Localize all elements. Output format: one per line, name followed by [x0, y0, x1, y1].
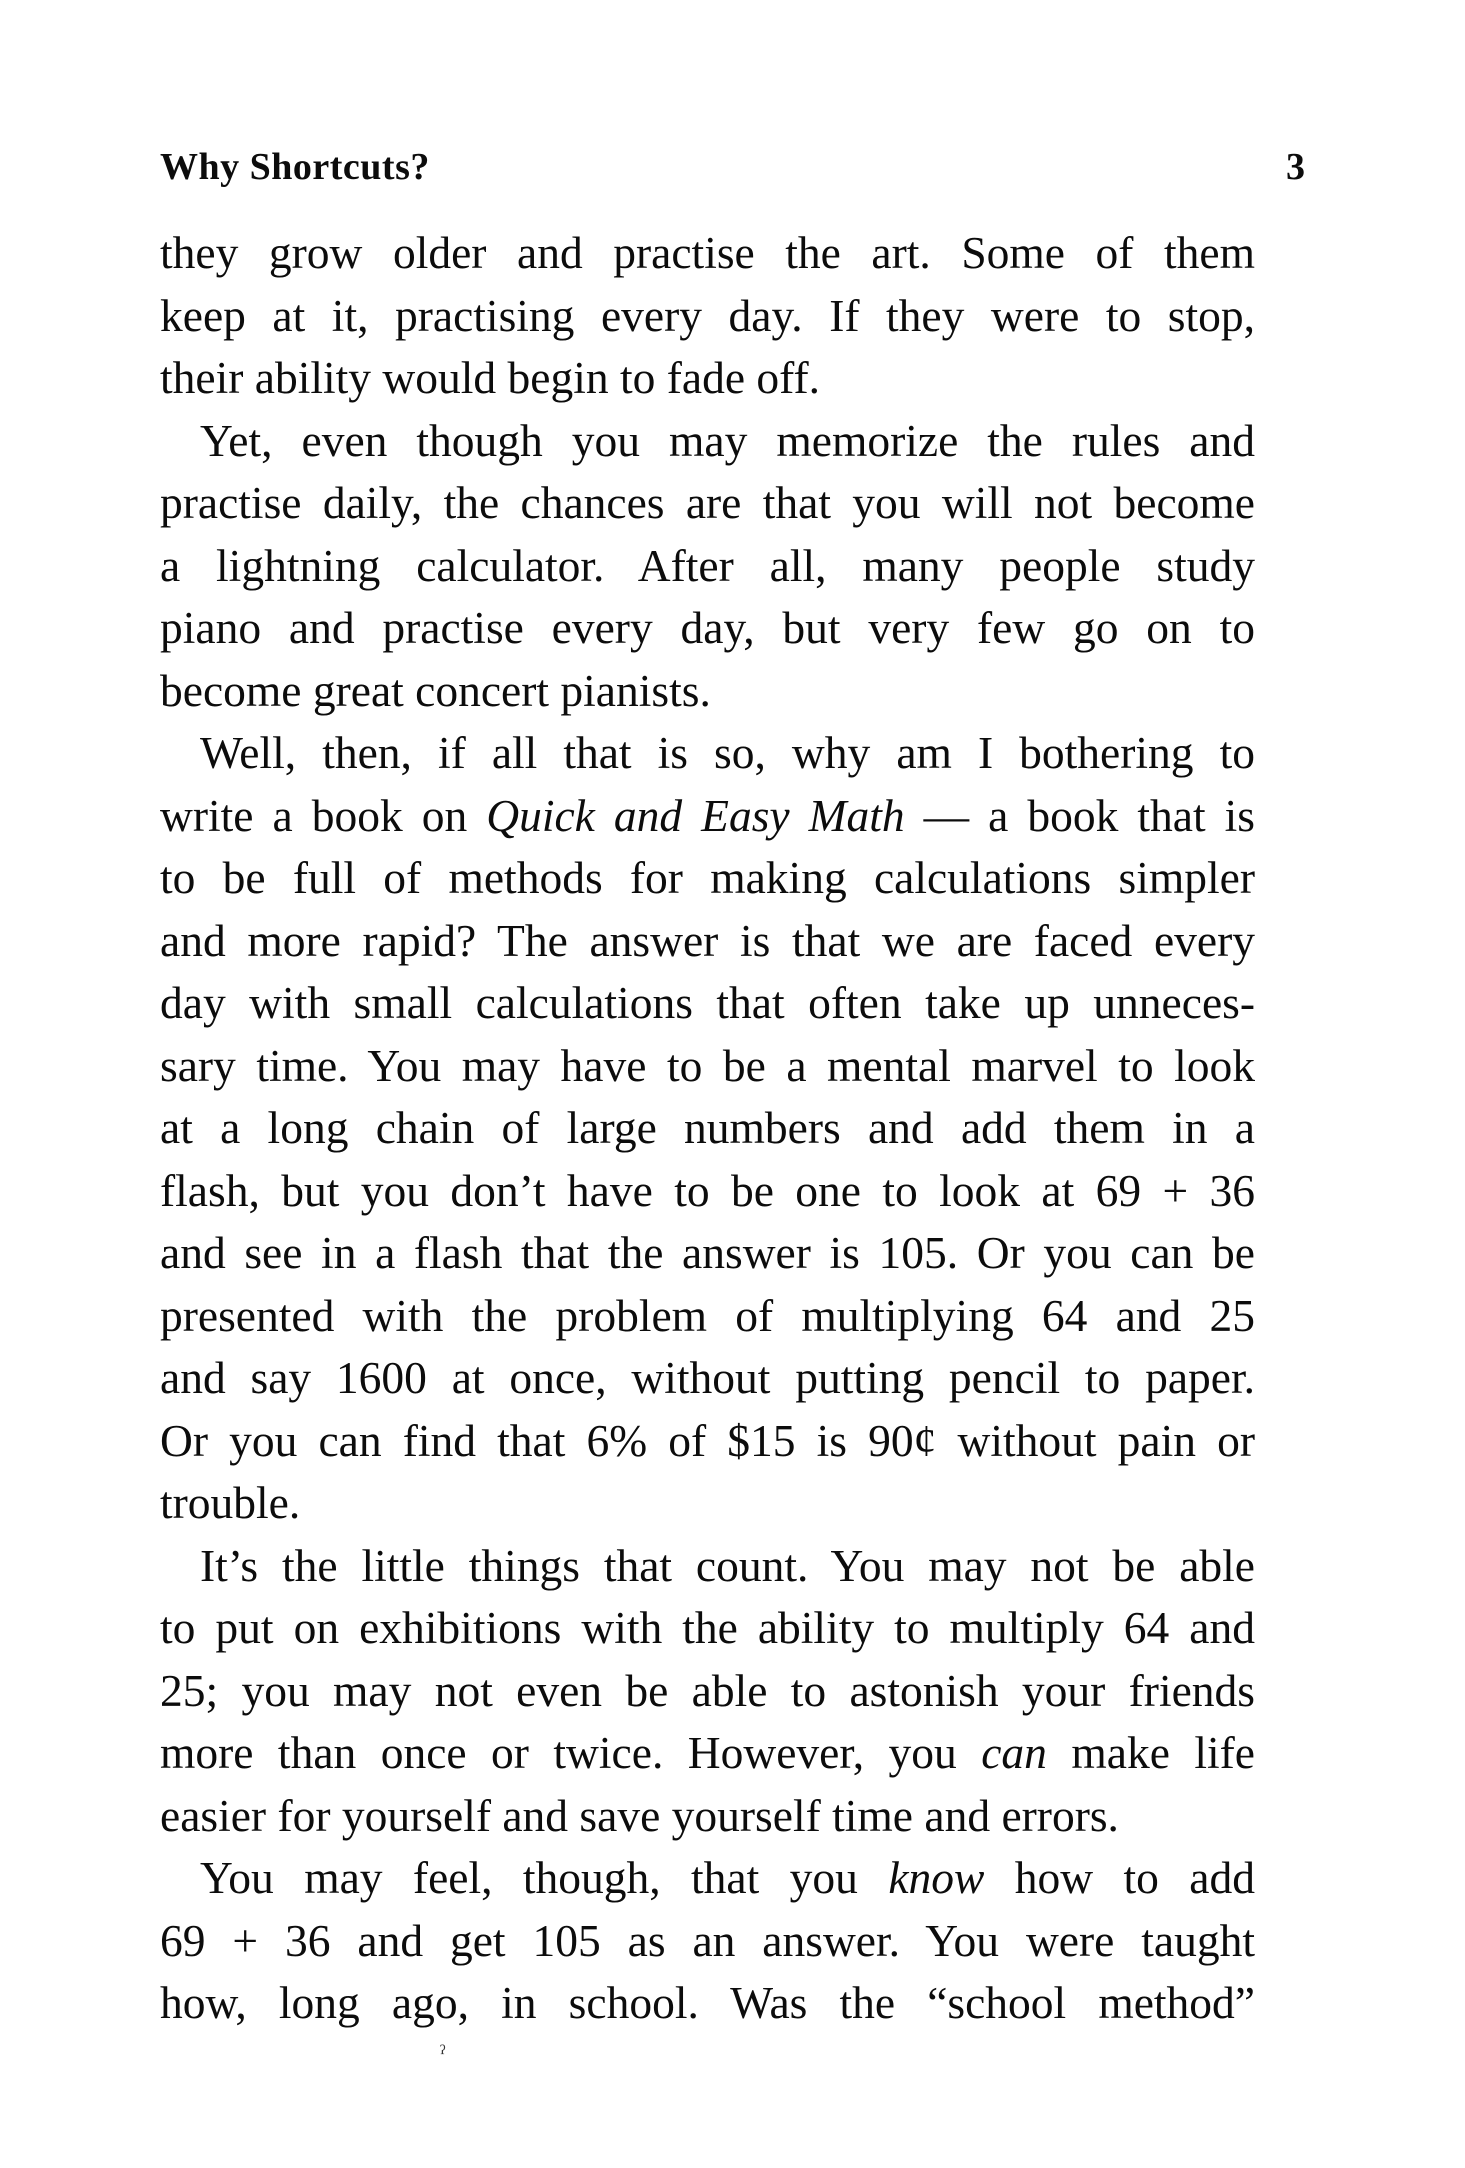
text-line: sary time. You may have to be a mental marvel to look — [160, 1039, 1255, 1091]
book-title: Quick and Easy Math — [486, 789, 905, 841]
page-header — [160, 145, 1305, 195]
text-line: keep at it, practising every day. If they were to stop, — [160, 289, 1255, 341]
text-line: at a long chain of large numbers and add them in a — [160, 1102, 1255, 1153]
text-line: and say 1600 at once, without putting pencil to paper. — [160, 1352, 1255, 1403]
text-run: how to add — [984, 1852, 1255, 1903]
text-line: Well, then, if all that is so, why am I bothering to — [200, 727, 1255, 778]
paragraph-5 — [160, 1847, 1255, 2035]
text-line — [160, 1847, 1255, 1910]
text-line: how, long ago, in school. Was the “school method” — [160, 1977, 1255, 2028]
text-line: It’s the little things that count. You may not be able — [200, 1539, 1255, 1591]
text-line: 69 + 36 and get 105 as an answer. You were taught — [160, 1914, 1255, 1966]
text-line: Yet, even though you may memorize the rules and — [200, 414, 1255, 466]
body-text — [160, 222, 1255, 2035]
text-line: presented with the problem of multiplying 64 and 25 — [160, 1289, 1255, 1341]
paragraph-3 — [160, 722, 1255, 1535]
text-line: to be full of methods for making calculations simpler — [160, 852, 1255, 903]
text-run: write a book on — [160, 789, 487, 841]
text-line: to put on exhibitions with the ability to multiply 64 and — [160, 1602, 1255, 1653]
emphasis: can — [981, 1727, 1047, 1778]
text-line: and more rapid? The answer is that we are faced every — [160, 914, 1255, 966]
text-run: make life — [1046, 1727, 1255, 1778]
text-line: become great concert pianists. — [160, 664, 711, 716]
text-run: You may feel, though, that you — [200, 1852, 889, 1903]
text-line: day with small calculations that often take up unneces- — [160, 977, 1255, 1028]
text-line: their ability would begin to fade off. — [160, 352, 821, 403]
text-line: piano and practise every day, but very few go on to — [160, 602, 1255, 653]
paragraph-4 — [160, 1535, 1255, 1848]
text-line: practise daily, the chances are that you will not become — [160, 477, 1255, 528]
emphasis: know — [888, 1852, 985, 1903]
page-number: 3 — [1286, 146, 1305, 188]
text-line — [160, 785, 1255, 848]
text-run: more than once or twice. However, you — [160, 1727, 982, 1778]
text-line: easier for yourself and save yourself time and errors. — [160, 1789, 1119, 1841]
text-line: they grow older and practise the art. Some of them — [160, 227, 1255, 278]
text-line: flash, but you don’t have to be one to look at 69 + 36 — [160, 1164, 1255, 1216]
text-line — [160, 1722, 1255, 1785]
text-line: and see in a flash that the answer is 105. Or you can be — [160, 1227, 1255, 1278]
paragraph-1 — [160, 222, 1255, 410]
stray-mark: ˀ — [440, 2040, 446, 2065]
text-line: Or you can find that 6% of $15 is 90¢ without pain or — [160, 1414, 1255, 1466]
text-run: — a book that is — [904, 789, 1255, 841]
running-head: Why Shortcuts? — [160, 146, 430, 188]
text-line: trouble. — [160, 1477, 301, 1528]
text-line: a lightning calculator. After all, many people study — [160, 539, 1255, 591]
paragraph-2 — [160, 410, 1255, 723]
text-line: 25; you may not even be able to astonish your friends — [160, 1664, 1255, 1716]
